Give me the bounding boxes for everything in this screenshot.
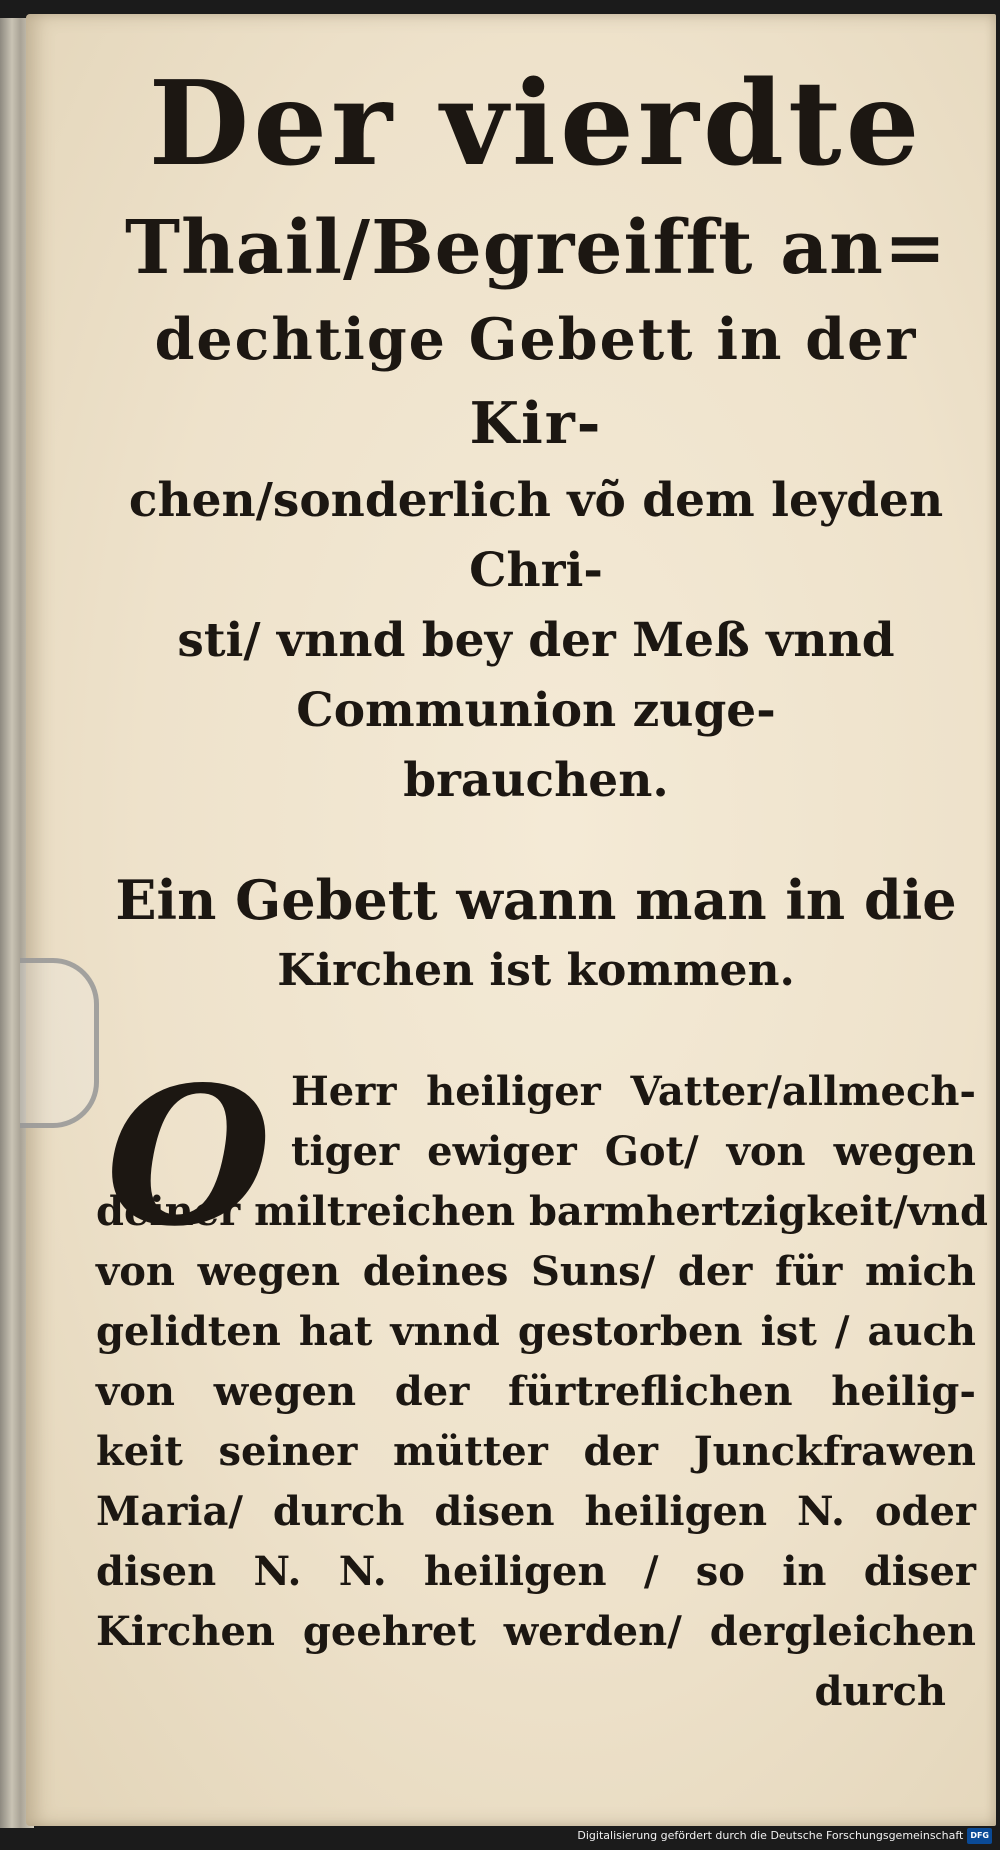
title-line-2: Thail/Begreifft an= xyxy=(125,205,947,291)
prayer-heading-line-1: Ein Gebett wann man in die xyxy=(115,868,957,932)
page-clip xyxy=(20,958,99,1128)
title-line-6: Communion zuge- xyxy=(296,683,776,738)
drop-cap-initial: O xyxy=(106,1045,272,1268)
body-line: deiner miltreichen barmhertzigkeit/vnd xyxy=(96,1188,988,1235)
digitization-credit xyxy=(577,1828,992,1844)
body-line: Maria/ durch disen heiligen N. oder xyxy=(96,1488,976,1535)
book-page xyxy=(26,14,996,1826)
dfg-logo-icon: DFG xyxy=(967,1828,992,1844)
body-line: Herr heiliger Vatter/allmech- xyxy=(291,1068,976,1115)
page-text xyxy=(96,54,988,1782)
title-line-5: sti/ vnnd bey der Meß vnnd xyxy=(177,613,895,668)
title-line-7: brauchen. xyxy=(403,753,669,808)
body-line: keit seiner mütter der Junckfrawen xyxy=(96,1428,976,1475)
body-line: gelidten hat vnnd gestorben ist / auch xyxy=(96,1308,976,1355)
body-line: Kirchen geehret werden/ dergleichen xyxy=(96,1608,976,1655)
body-line: von wegen deines Suns/ der für mich xyxy=(96,1248,976,1295)
body-line: tiger ewiger Got/ von wegen xyxy=(291,1128,976,1175)
title-line-3: dechtige Gebett in der Kir- xyxy=(154,306,918,457)
title-line-1: Der vierdte xyxy=(148,56,924,192)
credit-text: Digitalisierung gefördert durch die Deutsche Forschungsgemeinschaft xyxy=(577,1829,964,1842)
body-line: von wegen der fürtreflichen heilig- xyxy=(96,1368,976,1415)
prayer-body xyxy=(96,1045,988,1782)
catchword: durch xyxy=(814,1668,946,1715)
title-line-4: chen/sonderlich võ dem leyden Chri- xyxy=(128,473,944,598)
prayer-heading-line-2: Kirchen ist kommen. xyxy=(277,945,795,996)
body-line: disen N. N. heiligen / so in diser xyxy=(96,1548,976,1595)
